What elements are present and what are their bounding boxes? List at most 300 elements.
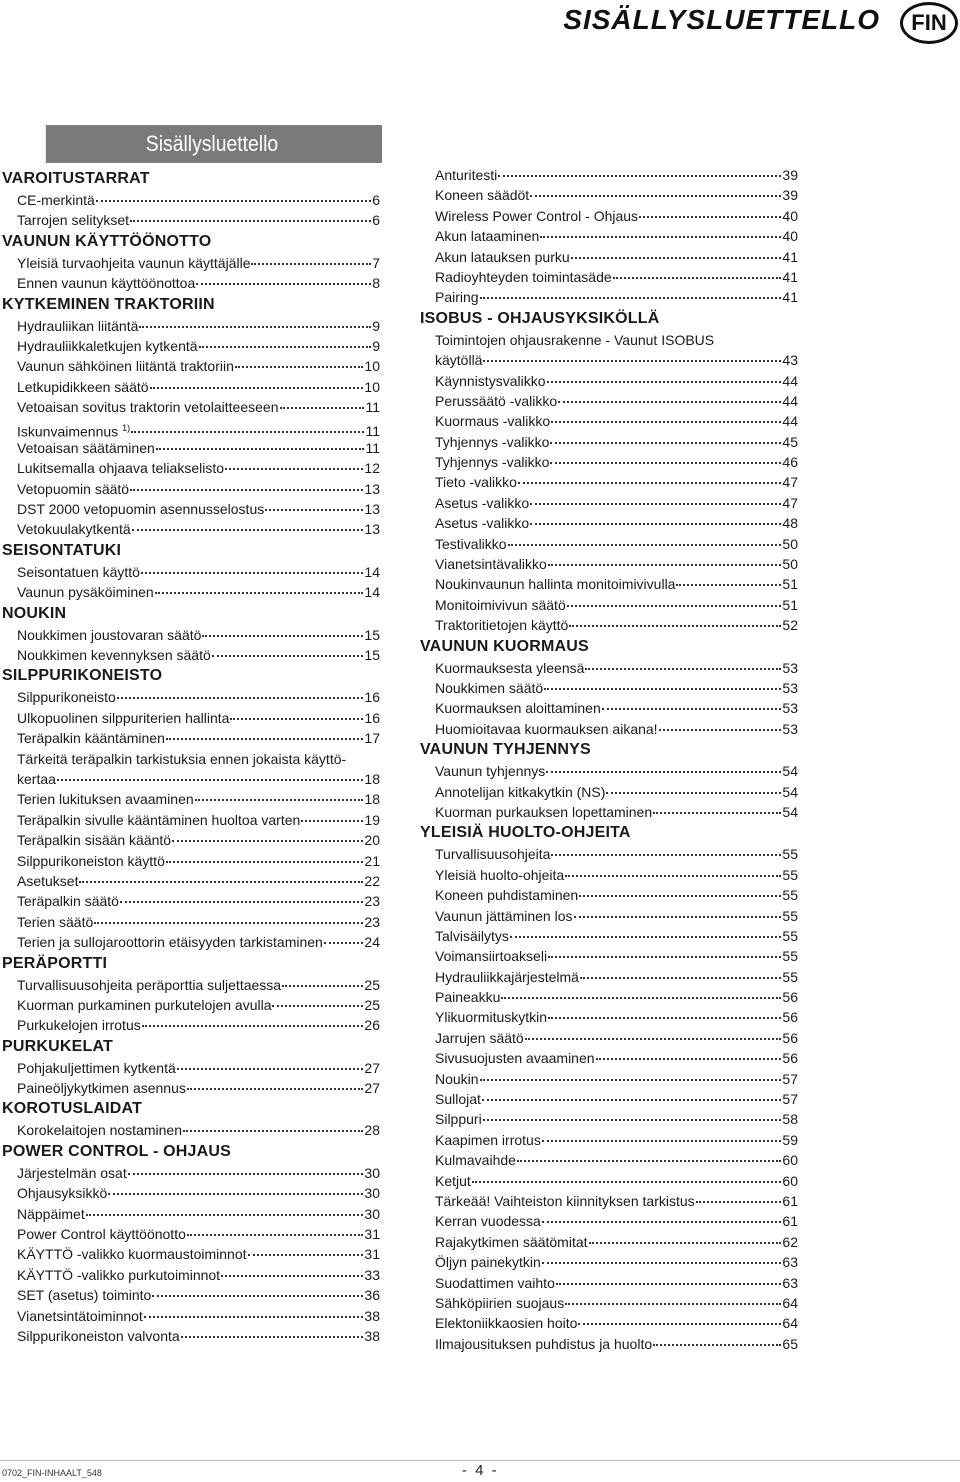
toc-entry-label: [435, 411, 550, 431]
toc-entry[interactable]: [418, 1171, 798, 1191]
toc-entry-text: Näppäimet: [17, 1205, 85, 1222]
toc-entry-text: Monitoimivivun säätö: [435, 596, 566, 613]
toc-entry-text: Kuorman purkaminen purkutelojen avulla: [17, 996, 272, 1013]
toc-entry-label: [435, 267, 612, 287]
dot-leader: [530, 503, 781, 505]
toc-page-number: 38: [364, 1307, 380, 1324]
toc-section-heading: SILPPURIKONEISTO: [2, 667, 163, 685]
toc-entry[interactable]: [418, 1109, 798, 1129]
dot-leader: [57, 779, 364, 781]
toc-page-number: 50: [782, 556, 798, 573]
dot-leader: [142, 1025, 364, 1027]
toc-page-number: 40: [782, 207, 798, 224]
toc-page-number: 18: [364, 771, 380, 787]
toc-page-number: 19: [364, 811, 380, 828]
dot-leader: [96, 200, 371, 202]
dot-leader: [152, 1295, 363, 1297]
toc-entry-label: [17, 1120, 182, 1140]
toc-page-number: 43: [782, 352, 798, 369]
toc-entry-label: [435, 719, 658, 739]
toc-entry[interactable]: [418, 595, 798, 615]
toc-entry-label: [435, 844, 550, 864]
dot-leader: [280, 407, 365, 409]
toc-entry[interactable]: [0, 932, 380, 952]
toc-entry-text: CE-merkintä: [17, 192, 95, 208]
toc-entry-text: Silppurikoneiston valvonta: [17, 1327, 180, 1344]
toc-page-number: 25: [364, 976, 380, 993]
toc-entry-label: [435, 1089, 481, 1109]
toc-entry[interactable]: [418, 1232, 798, 1252]
toc-entry-text: Ilmajousituksen puhdistus ja huolto: [435, 1335, 653, 1352]
dot-leader: [183, 1130, 363, 1132]
dot-leader: [221, 1275, 363, 1277]
toc-entry-label: [435, 226, 539, 246]
toc-page-number: 12: [364, 460, 380, 477]
toc-entry[interactable]: [0, 458, 380, 478]
toc-entry[interactable]: [0, 582, 380, 602]
toc-entry-text: Ylikuormituskytkin: [435, 1009, 548, 1026]
toc-entry[interactable]: [0, 975, 380, 995]
toc-entry-text: Vaunun jättäminen los: [435, 907, 573, 924]
dot-leader: [517, 1160, 781, 1162]
toc-entry[interactable]: [0, 499, 380, 519]
toc-entry[interactable]: [0, 871, 380, 891]
toc-entry[interactable]: [0, 438, 380, 458]
toc-entry[interactable]: [418, 287, 798, 307]
toc-entry-label: [435, 658, 584, 678]
dot-leader: [150, 387, 364, 389]
toc-entry[interactable]: [418, 658, 798, 678]
dot-leader: [606, 792, 781, 794]
toc-entry-text: Öljyn painekytkin: [435, 1254, 541, 1271]
toc-entry[interactable]: [418, 371, 798, 391]
toc-entry[interactable]: [0, 519, 380, 539]
toc-entry-text: Terien ja sullojaroottorin etäisyyden tarkistaminen: [17, 934, 323, 951]
toc-entry-label: [17, 210, 129, 230]
toc-section-heading: KYTKEMINEN TRAKTORIIN: [2, 295, 215, 313]
toc-entry[interactable]: [0, 1326, 380, 1346]
toc-entry[interactable]: [418, 432, 798, 452]
toc-entry[interactable]: [418, 782, 798, 802]
dot-leader: [571, 257, 782, 259]
toc-page-number: 25: [364, 996, 380, 1013]
toc-page-number: 11: [365, 399, 380, 416]
toc-entry[interactable]: [0, 1015, 380, 1035]
toc-entry[interactable]: [418, 1089, 798, 1109]
toc-entry[interactable]: [0, 1163, 380, 1183]
toc-entry[interactable]: [0, 708, 380, 728]
dot-leader: [172, 840, 363, 842]
toc-entry-label: [435, 1211, 541, 1231]
toc-entry-label: [435, 1293, 564, 1313]
toc-entry-text: KÄYTTÖ -valikko purkutoiminnot: [17, 1266, 221, 1283]
toc-entry[interactable]: [418, 1069, 798, 1089]
toc-section-heading: PURKUKELAT: [2, 1037, 114, 1055]
toc-page-number: 9: [372, 317, 380, 334]
toc-page-number: 11: [365, 439, 380, 456]
toc-entry-text: Terien säätö: [17, 913, 94, 930]
toc-entry-text: SET (asetus) toiminto: [17, 1287, 152, 1304]
toc-entry-text: Tieto -valikko: [435, 474, 517, 491]
toc-entry-label: [17, 810, 300, 830]
toc-page-number: 14: [364, 563, 380, 580]
dot-leader: [565, 875, 781, 877]
toc-entry-label: [435, 371, 546, 391]
toc-entry[interactable]: [418, 885, 798, 905]
toc-entry[interactable]: [418, 615, 798, 635]
dot-leader: [580, 977, 781, 979]
toc-entry-text: Turvallisuusohjeita peräporttia suljettaessa: [17, 976, 282, 993]
dot-leader: [120, 901, 363, 903]
toc-section-heading: NOUKIN: [2, 604, 67, 622]
toc-entry[interactable]: [418, 206, 798, 226]
toc-page-number: 63: [782, 1254, 798, 1271]
toc-page-number: 9: [372, 337, 380, 354]
toc-entry-label: [17, 871, 78, 891]
toc-entry[interactable]: [0, 1120, 380, 1140]
toc-entry[interactable]: [0, 810, 380, 830]
toc-entry-label: [17, 377, 149, 397]
toc-entry-label: [17, 253, 250, 273]
toc-entry[interactable]: [418, 865, 798, 885]
toc-entry-label: [435, 802, 652, 822]
dot-leader: [132, 529, 364, 531]
toc-page-number: 39: [782, 167, 798, 183]
toc-entry[interactable]: [418, 698, 798, 718]
dot-leader: [556, 1283, 782, 1285]
toc-entry[interactable]: [418, 678, 798, 698]
toc-entry[interactable]: [0, 1058, 380, 1078]
toc-entry-label: [435, 1273, 555, 1293]
toc-entry[interactable]: [0, 377, 380, 397]
dot-leader: [551, 854, 781, 856]
toc-entry-label: [435, 472, 517, 492]
toc-entry-label: [435, 432, 549, 452]
toc-entry[interactable]: [418, 719, 798, 739]
dot-leader: [155, 592, 364, 594]
dot-leader: [530, 523, 781, 525]
toc-entry-text: Teräpalkin kääntäminen: [17, 730, 165, 747]
toc-page-number: 30: [364, 1185, 380, 1202]
page-header-title: SISÄLLYSLUETTELLO: [563, 4, 880, 35]
toc-entry[interactable]: [418, 1191, 798, 1211]
toc-entry-text: Käynnistysvalikko: [435, 372, 546, 389]
toc-entry[interactable]: [0, 891, 380, 911]
toc-entry[interactable]: [0, 1224, 380, 1244]
dot-leader: [558, 401, 781, 403]
dot-leader: [565, 1303, 781, 1305]
dot-leader: [483, 1119, 782, 1121]
toc-page-number: 27: [364, 1080, 380, 1097]
dot-leader: [510, 936, 782, 938]
toc-page-number: 16: [364, 689, 380, 706]
toc-entry-label: [17, 891, 119, 911]
toc-entry-label: [435, 1313, 577, 1333]
toc-entry[interactable]: [418, 1334, 798, 1354]
toc-entry[interactable]: [418, 1211, 798, 1231]
toc-entry-text: Power Control käyttöönotto: [17, 1226, 186, 1243]
toc-entry-label: [17, 1183, 107, 1203]
dot-leader: [613, 277, 782, 279]
dot-leader: [166, 738, 364, 740]
toc-entry[interactable]: [418, 411, 798, 431]
dot-leader: [480, 297, 782, 299]
dot-leader: [596, 1058, 782, 1060]
toc-entry-text: KÄYTTÖ -valikko kuormaustoiminnot: [17, 1246, 247, 1263]
toc-page-number: 26: [364, 1017, 380, 1034]
toc-entry[interactable]: [0, 1204, 380, 1224]
toc-entry-text: Vetopuomin säätö: [17, 480, 130, 497]
toc-entry-label: [17, 851, 165, 871]
dot-leader: [79, 881, 363, 883]
toc-entry[interactable]: [0, 273, 380, 293]
toc-entry[interactable]: [418, 554, 798, 574]
toc-entry[interactable]: [418, 1028, 798, 1048]
toc-entry[interactable]: [0, 830, 380, 850]
toc-entry[interactable]: [0, 1244, 380, 1264]
toc-entry-label: [17, 499, 264, 519]
dot-leader: [602, 708, 782, 710]
dot-leader: [251, 263, 371, 265]
toc-entry[interactable]: [0, 562, 380, 582]
toc-entry-label: [17, 519, 131, 539]
toc-entry[interactable]: [418, 226, 798, 246]
toc-entry[interactable]: [0, 912, 380, 932]
toc-page-number: 50: [782, 535, 798, 552]
toc-entry[interactable]: [0, 625, 380, 645]
toc-page-number: 54: [782, 763, 798, 780]
toc-entry-label: [435, 513, 529, 533]
toc-entry-text: Tarrojen selitykset: [17, 212, 130, 229]
toc-entry[interactable]: [418, 1252, 798, 1272]
toc-entry[interactable]: [0, 190, 380, 210]
toc-entry-text: Jarrujen säätö: [435, 1029, 524, 1046]
toc-entry[interactable]: [418, 513, 798, 533]
toc-entry[interactable]: [0, 479, 380, 499]
dot-leader: [177, 1068, 364, 1070]
toc-entry[interactable]: [418, 1007, 798, 1027]
toc-entry-text: Noukkimen säätö: [435, 680, 544, 696]
toc-entry[interactable]: [418, 1130, 798, 1150]
toc-entry-text: Huomioitavaa kuormauksen aikana!: [435, 720, 658, 737]
toc-entry[interactable]: [418, 1150, 798, 1170]
toc-entry[interactable]: [0, 1306, 380, 1326]
toc-entry[interactable]: [418, 1313, 798, 1333]
toc-entry-text: Hydrauliikan liitäntä: [17, 317, 139, 334]
toc-entry-text: Kaapimen irrotus: [435, 1131, 541, 1148]
toc-entry-text: Ohjausyksikkö: [17, 1185, 108, 1202]
toc-entry-label: [17, 1244, 247, 1264]
toc-entry-label: [17, 562, 140, 582]
toc-entry-label: [435, 1334, 652, 1354]
dot-leader: [156, 448, 365, 450]
toc-entry[interactable]: [0, 336, 380, 356]
dot-leader: [653, 1344, 781, 1346]
dot-leader: [542, 1262, 782, 1264]
toc-entry[interactable]: [418, 452, 798, 472]
toc-entry-text: Kuormaus -valikko: [435, 413, 551, 430]
toc-entry-label-line1: Toimintojen ohjausrakenne - Vaunut ISOBUS: [435, 331, 715, 348]
toc-page-number: 56: [782, 1050, 798, 1067]
dot-leader: [567, 605, 782, 607]
toc-entry-label: [17, 789, 194, 809]
toc-entry[interactable]: [0, 769, 380, 789]
toc-entry[interactable]: [418, 906, 798, 926]
toc-entry-label: [17, 1265, 220, 1285]
toc-entry-text: Akun lataaminen: [435, 228, 540, 245]
dot-leader: [141, 572, 363, 574]
toc-entry[interactable]: [418, 946, 798, 966]
toc-page-number: 6: [372, 192, 380, 208]
toc-entry[interactable]: [0, 253, 380, 273]
toc-section-heading: VAUNUN KUORMAUS: [420, 637, 589, 655]
toc-entry[interactable]: [418, 247, 798, 267]
toc-page-number: 55: [782, 907, 798, 924]
toc-page-number: 13: [364, 501, 380, 518]
toc-entry[interactable]: [0, 645, 380, 665]
toc-entry[interactable]: [418, 534, 798, 554]
dot-leader: [480, 1079, 782, 1081]
toc-column-left: [0, 168, 380, 1346]
toc-entry[interactable]: [0, 995, 380, 1015]
toc-entry-text: Sivusuojusten avaaminen: [435, 1050, 595, 1067]
toc-entry[interactable]: [0, 1285, 380, 1305]
toc-entry[interactable]: [418, 391, 798, 411]
toc-entry-label: [17, 1204, 85, 1224]
toc-entry-text: Iskunvaimennus: [17, 423, 119, 440]
toc-entry-label: [435, 247, 570, 267]
toc-entry[interactable]: [418, 350, 798, 370]
toc-page-number: 64: [782, 1294, 798, 1311]
toc-entry-text: Vianetsintävalikko: [435, 556, 547, 573]
toc-entry-label: [17, 1306, 143, 1326]
toc-entry[interactable]: [0, 1078, 380, 1098]
toc-page-number: 10: [364, 378, 380, 395]
toc-entry-label: [435, 1109, 482, 1129]
toc-entry-label: [435, 1130, 541, 1150]
toc-section-heading: VAUNUN KÄYTTÖÖNOTTO: [2, 232, 212, 250]
toc-entry[interactable]: [418, 165, 798, 185]
toc-entry[interactable]: [418, 185, 798, 205]
toc-entry-text: Pohjakuljettimen kytkentä: [17, 1059, 176, 1076]
toc-page-number: 30: [364, 1205, 380, 1222]
toc-page-number: 41: [782, 268, 798, 285]
toc-entry[interactable]: [418, 802, 798, 822]
toc-page-number: 13: [364, 480, 380, 497]
toc-entry-text: Pairing: [435, 289, 479, 306]
toc-entry[interactable]: [418, 1273, 798, 1293]
toc-entry[interactable]: [0, 789, 380, 809]
toc-page-number: 23: [364, 913, 380, 930]
toc-entry[interactable]: [418, 967, 798, 987]
toc-entry[interactable]: [0, 1265, 380, 1285]
toc-entry[interactable]: [418, 267, 798, 287]
toc-page-number: 45: [782, 433, 798, 450]
toc-page-number: 60: [782, 1152, 798, 1169]
toc-section-heading: PERÄPORTTI: [2, 954, 108, 972]
toc-entry-text: Rajakytkimen säätömitat: [435, 1233, 588, 1250]
footnote-marker: 1): [122, 422, 131, 433]
toc-entry[interactable]: [0, 1183, 380, 1203]
dot-leader: [265, 509, 363, 511]
toc-entry-label: [17, 830, 171, 850]
toc-entry-label: [17, 625, 201, 645]
toc-entry[interactable]: [418, 926, 798, 946]
toc-entry[interactable]: [418, 987, 798, 1007]
toc-entry[interactable]: [418, 844, 798, 864]
toc-page-number: 53: [782, 680, 798, 696]
toc-entry-label: [17, 336, 198, 356]
footer-page-number: - 4 -: [462, 1462, 499, 1479]
toc-page-number: 53: [782, 659, 798, 676]
toc-entry[interactable]: [0, 356, 380, 376]
toc-page-number: 46: [782, 454, 798, 471]
dot-leader: [128, 1173, 364, 1175]
dot-leader: [202, 635, 363, 637]
dot-leader: [248, 1254, 364, 1256]
toc-entry-label: [17, 645, 211, 665]
toc-entry-text: Ennen vaunun käyttöönottoa: [17, 275, 196, 292]
toc-page-number: 8: [372, 275, 380, 292]
toc-entry-label: [435, 615, 568, 635]
toc-title-bar: [46, 125, 382, 163]
toc-entry[interactable]: [418, 493, 798, 513]
toc-entry[interactable]: [418, 472, 798, 492]
toc-entry[interactable]: [0, 316, 380, 336]
toc-entry-label: [17, 995, 271, 1015]
toc-entry[interactable]: [0, 210, 380, 230]
toc-entry-text: Vetoaisan sovitus traktorin vetolaitteeseen: [17, 399, 279, 416]
dot-leader: [130, 489, 363, 491]
toc-entry[interactable]: [0, 397, 380, 417]
dot-leader: [94, 922, 363, 924]
toc-entry[interactable]: [0, 728, 380, 748]
dot-leader: [166, 861, 364, 863]
toc-entry[interactable]: [0, 851, 380, 871]
toc-entry-text: Asetus -valikko: [435, 494, 530, 511]
toc-entry-label: [17, 708, 229, 728]
toc-page-number: 51: [782, 596, 798, 613]
toc-entry[interactable]: [418, 1048, 798, 1068]
dot-leader: [550, 442, 781, 444]
toc-entry[interactable]: [0, 418, 380, 438]
dot-leader: [653, 812, 781, 814]
dot-leader: [181, 1336, 364, 1338]
dot-leader: [144, 1316, 364, 1318]
toc-entry[interactable]: [418, 574, 798, 594]
toc-entry-text: Paineakku: [435, 989, 501, 1006]
dot-leader: [187, 1234, 364, 1236]
toc-section-heading: YLEISIÄ HUOLTO-OHJEITA: [420, 824, 631, 842]
toc-entry-label: [435, 206, 638, 226]
toc-entry-text: Traktoritietojen käyttö: [435, 617, 569, 634]
toc-entry[interactable]: [418, 761, 798, 781]
toc-entry-text: Suodattimen vaihto: [435, 1274, 555, 1291]
toc-entry[interactable]: [0, 687, 380, 707]
toc-page-number: 27: [364, 1059, 380, 1076]
toc-entry-text: Teräpalkin säätö: [17, 893, 119, 910]
dot-leader: [187, 1088, 364, 1090]
toc-page-number: 40: [782, 228, 798, 245]
toc-entry-text: Tärkeää! Vaihteiston kiinnityksen tarkistus: [435, 1192, 695, 1209]
toc-page-number: 55: [782, 846, 798, 863]
toc-entry-label: [17, 190, 95, 210]
toc-entry[interactable]: [418, 1293, 798, 1313]
toc-entry-text: Testivalikko: [435, 535, 507, 552]
dot-leader: [550, 462, 781, 464]
toc-entry-text: Annotelijan kitkakytkin (NS): [435, 783, 606, 800]
toc-page-number: 57: [782, 1091, 798, 1108]
